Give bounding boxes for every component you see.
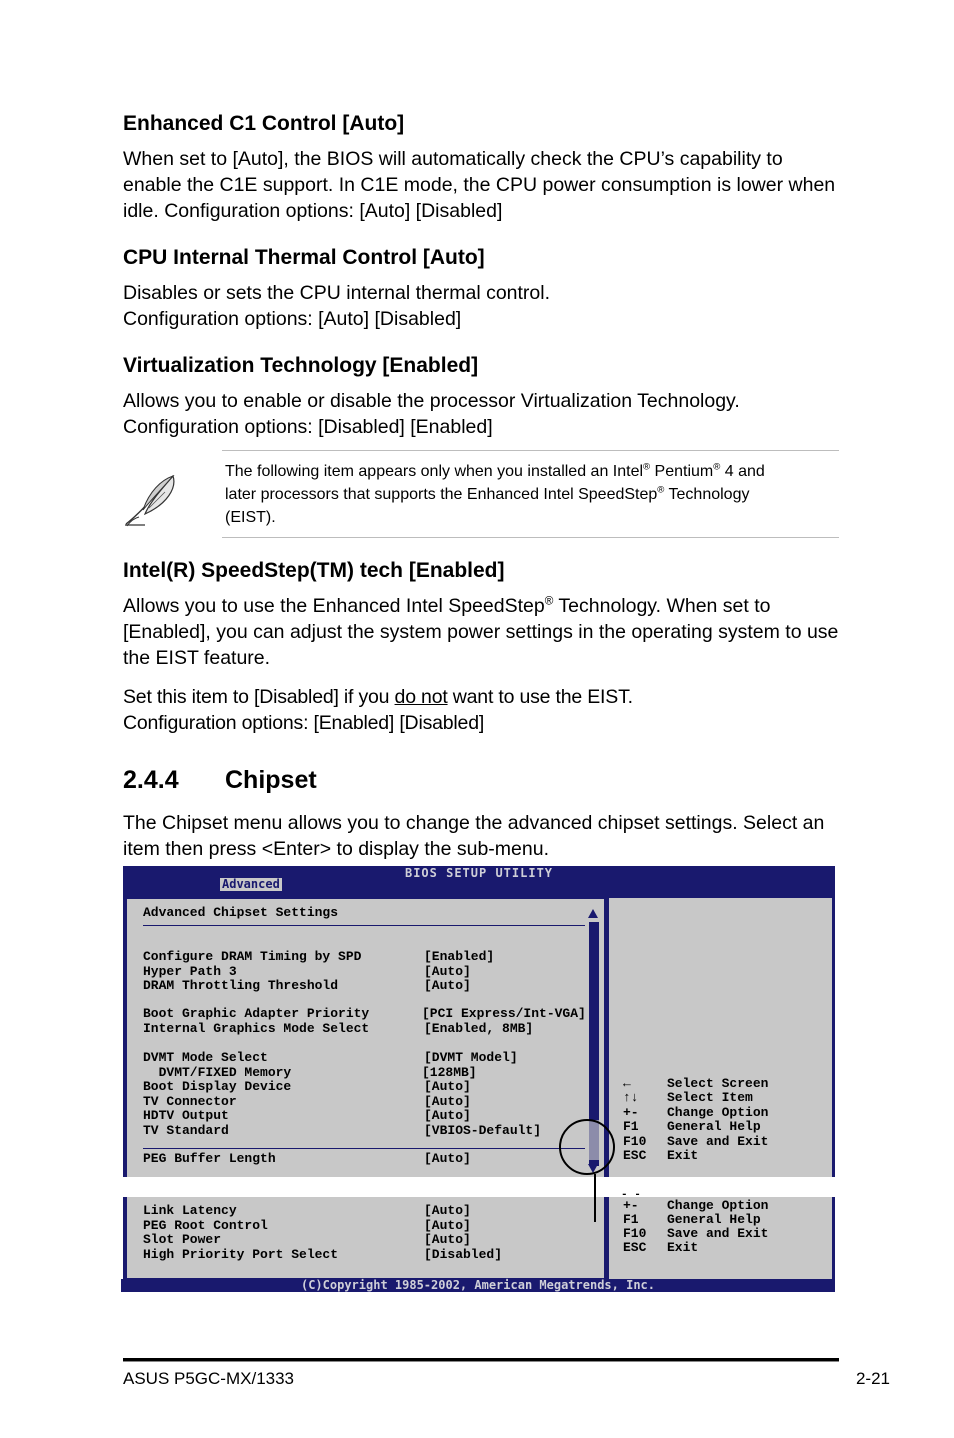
bios-help-key: ESC — [623, 1148, 647, 1163]
text-segment: want to use the EIST. — [447, 686, 633, 708]
bios-heading-divider — [143, 925, 585, 926]
bios-setting-value[interactable]: [Auto] — [424, 1108, 471, 1123]
paragraph-speedstep-2 — [123, 684, 843, 736]
bios-setting-label: Slot Power — [143, 1232, 222, 1247]
bios-setting-label: DVMT Mode Select — [143, 1050, 268, 1065]
bios-setting-value[interactable]: [Auto] — [424, 1093, 471, 1109]
note-line — [225, 460, 765, 483]
section-number: 2.4.4 — [123, 766, 179, 794]
heading-speedstep: Intel(R) SpeedStep(TM) tech [Enabled] — [123, 559, 505, 582]
note-text-segment: The following item appears only when you installed an Intel — [225, 463, 644, 480]
bios-help-description: General Help — [667, 1212, 761, 1227]
bios-setting-label: TV Connector — [143, 1093, 237, 1109]
bios-help-key: +- — [623, 1105, 639, 1120]
bios-setting-value[interactable]: [Enabled, 8MB] — [424, 1021, 534, 1036]
bios-section-heading: Advanced Chipset Settings — [143, 905, 339, 920]
note-text-segment: later processors that supports the Enhanced Intel SpeedStep — [225, 486, 658, 503]
paragraph-enhanced-c1 — [123, 146, 843, 224]
bios-help-description: General Help — [667, 1119, 761, 1134]
text-line: When set to [Auto], the BIOS will automatically check the CPU’s capability to — [123, 148, 783, 170]
note-bottom-rule — [222, 537, 839, 538]
bios-copyright: (C)Copyright 1985-2002, American Megatrends, Inc. — [300, 1278, 655, 1292]
bios-help-key: F10 — [623, 1134, 647, 1149]
bios-tab-advanced[interactable]: Advanced — [222, 877, 280, 891]
text-line: Configuration options: [Enabled] [Disabled] — [123, 712, 485, 734]
note-line: (EIST). — [225, 509, 276, 526]
text-line: Configuration options: [Auto] [Disabled] — [123, 308, 462, 330]
bios-help-key: ↑↓ — [623, 1090, 639, 1105]
text-line: Allows you to enable or disable the processor Virtualization Technology. — [123, 390, 740, 412]
bios-setting-label: Boot Graphic Adapter Priority — [143, 1006, 370, 1021]
note-top-rule — [222, 450, 839, 451]
bios-setting-value[interactable]: [Auto] — [424, 1151, 471, 1166]
note-text — [225, 460, 765, 529]
section-name: Chipset — [225, 766, 317, 794]
bios-setting-label: HDTV Output — [143, 1108, 229, 1123]
bios-setting-value[interactable]: [Auto] — [424, 978, 471, 993]
heading-enhanced-c1: Enhanced C1 Control [Auto] — [123, 112, 405, 135]
paragraph-cpu-thermal — [123, 280, 843, 332]
paragraph-chipset — [123, 810, 843, 862]
registered-mark: ® — [713, 461, 721, 473]
note-text-segment: 4 and — [720, 463, 765, 480]
bios-setting-label: Hyper Path 3 — [143, 963, 237, 979]
text-line: Disables or sets the CPU internal thermal control. — [123, 282, 551, 304]
text-line — [123, 684, 843, 710]
bios-setting-label: Internal Graphics Mode Select — [143, 1021, 370, 1036]
bios-help-key: +- — [623, 1198, 639, 1213]
bios-help-key: ESC — [623, 1240, 647, 1255]
footer-product-name: ASUS P5GC-MX/1333 — [123, 1369, 295, 1388]
bios-help-key: F1 — [623, 1212, 639, 1227]
bios-setting-label: High Priority Port Select — [143, 1246, 339, 1262]
bios-help-fragment: - - — [621, 1189, 641, 1201]
text-line — [123, 593, 843, 619]
bios-help-description: Save and Exit — [667, 1226, 769, 1241]
bios-setting-value[interactable]: [Disabled] — [424, 1246, 503, 1262]
bios-help-key: F10 — [623, 1226, 647, 1241]
bios-setting-value[interactable]: [128MB] — [422, 1064, 477, 1080]
registered-mark: ® — [657, 484, 665, 496]
bios-help-description: Exit — [667, 1148, 699, 1163]
bios-help-description: Select Item — [667, 1090, 753, 1105]
bios-setting-label: DRAM Throttling Threshold — [143, 978, 339, 993]
heading-virtualization: Virtualization Technology [Enabled] — [123, 354, 479, 377]
bios-setting-label: PEG Root Control — [143, 1217, 268, 1233]
bios-setting-label: TV Standard — [143, 1122, 229, 1138]
bios-help-key: F1 — [623, 1119, 639, 1134]
callout-line — [594, 1174, 596, 1222]
section-title-chipset — [123, 766, 317, 795]
text-line: [Enabled], you can adjust the system power settings in the operating system to use — [123, 621, 839, 643]
bios-setting-label: Link Latency — [143, 1203, 237, 1218]
text-line: the EIST feature. — [123, 647, 271, 669]
paragraph-speedstep — [123, 593, 843, 671]
heading-cpu-thermal: CPU Internal Thermal Control [Auto] — [123, 246, 485, 269]
text-line: Configuration options: [Disabled] [Enabled] — [123, 416, 493, 438]
quill-pen-icon — [121, 470, 181, 533]
text-line: idle. Configuration options: [Auto] [Disabled] — [123, 200, 503, 222]
text-line: item then press <Enter> to display the sub-menu. — [123, 838, 549, 860]
registered-mark: ® — [643, 461, 651, 473]
scroll-up-arrow-icon[interactable] — [588, 909, 598, 918]
note-text-segment: Pentium — [650, 463, 714, 480]
underlined-text: do not — [394, 686, 448, 708]
bios-setting-label: DVMT/FIXED Memory — [143, 1064, 292, 1080]
footer-page-number: 2-21 — [855, 1369, 890, 1388]
text-line: enable the C1E support. In C1E mode, the CPU power consumption is lower when — [123, 174, 836, 196]
bios-setting-label: Configure DRAM Timing by SPD — [143, 949, 362, 964]
text-segment: Allows you to use the Enhanced Intel SpeedStep — [123, 595, 545, 617]
bios-help-description: Change Option — [667, 1105, 769, 1120]
bios-help-description: Exit — [667, 1240, 699, 1255]
footer-rule-shadow — [123, 1361, 839, 1362]
callout-circle — [559, 1119, 615, 1175]
bios-setting-value[interactable]: [Auto] — [424, 1203, 471, 1218]
bios-setting-label: Boot Display Device — [143, 1079, 292, 1094]
text-segment: Technology. When set to — [553, 595, 771, 617]
bios-setting-value[interactable]: [Enabled] — [424, 949, 495, 964]
registered-mark: ® — [544, 594, 554, 608]
bios-help-description: Save and Exit — [667, 1134, 769, 1149]
bios-title: BIOS SETUP UTILITY — [404, 866, 554, 880]
bios-help-description: Change Option — [667, 1198, 769, 1213]
bios-setting-value[interactable]: [VBIOS-Default] — [424, 1122, 542, 1138]
paragraph-virtualization — [123, 388, 843, 440]
note-line — [225, 483, 765, 506]
bios-setting-label: PEG Buffer Length — [143, 1151, 276, 1166]
bios-help-key: ← — [623, 1076, 631, 1091]
bios-setting-value[interactable]: [Auto] — [424, 1217, 471, 1233]
bios-setting-value[interactable]: [Auto] — [424, 1232, 471, 1247]
bios-setting-value[interactable]: [Auto] — [424, 963, 471, 979]
bios-help-description: Select Screen — [667, 1076, 769, 1091]
bios-setting-value[interactable]: [Auto] — [424, 1079, 471, 1094]
note-text-segment: Technology — [664, 486, 750, 503]
screenshot-cut — [121, 1177, 837, 1197]
bios-setting-value[interactable]: [DVMT Model] — [424, 1050, 518, 1065]
text-segment: Set this item to [Disabled] if you — [123, 686, 395, 708]
bios-setting-value[interactable]: [PCI Express/Int-VGA] — [422, 1007, 586, 1021]
text-line: The Chipset menu allows you to change the advanced chipset settings. Select an — [123, 812, 825, 834]
bios-selection-divider — [143, 1148, 585, 1149]
